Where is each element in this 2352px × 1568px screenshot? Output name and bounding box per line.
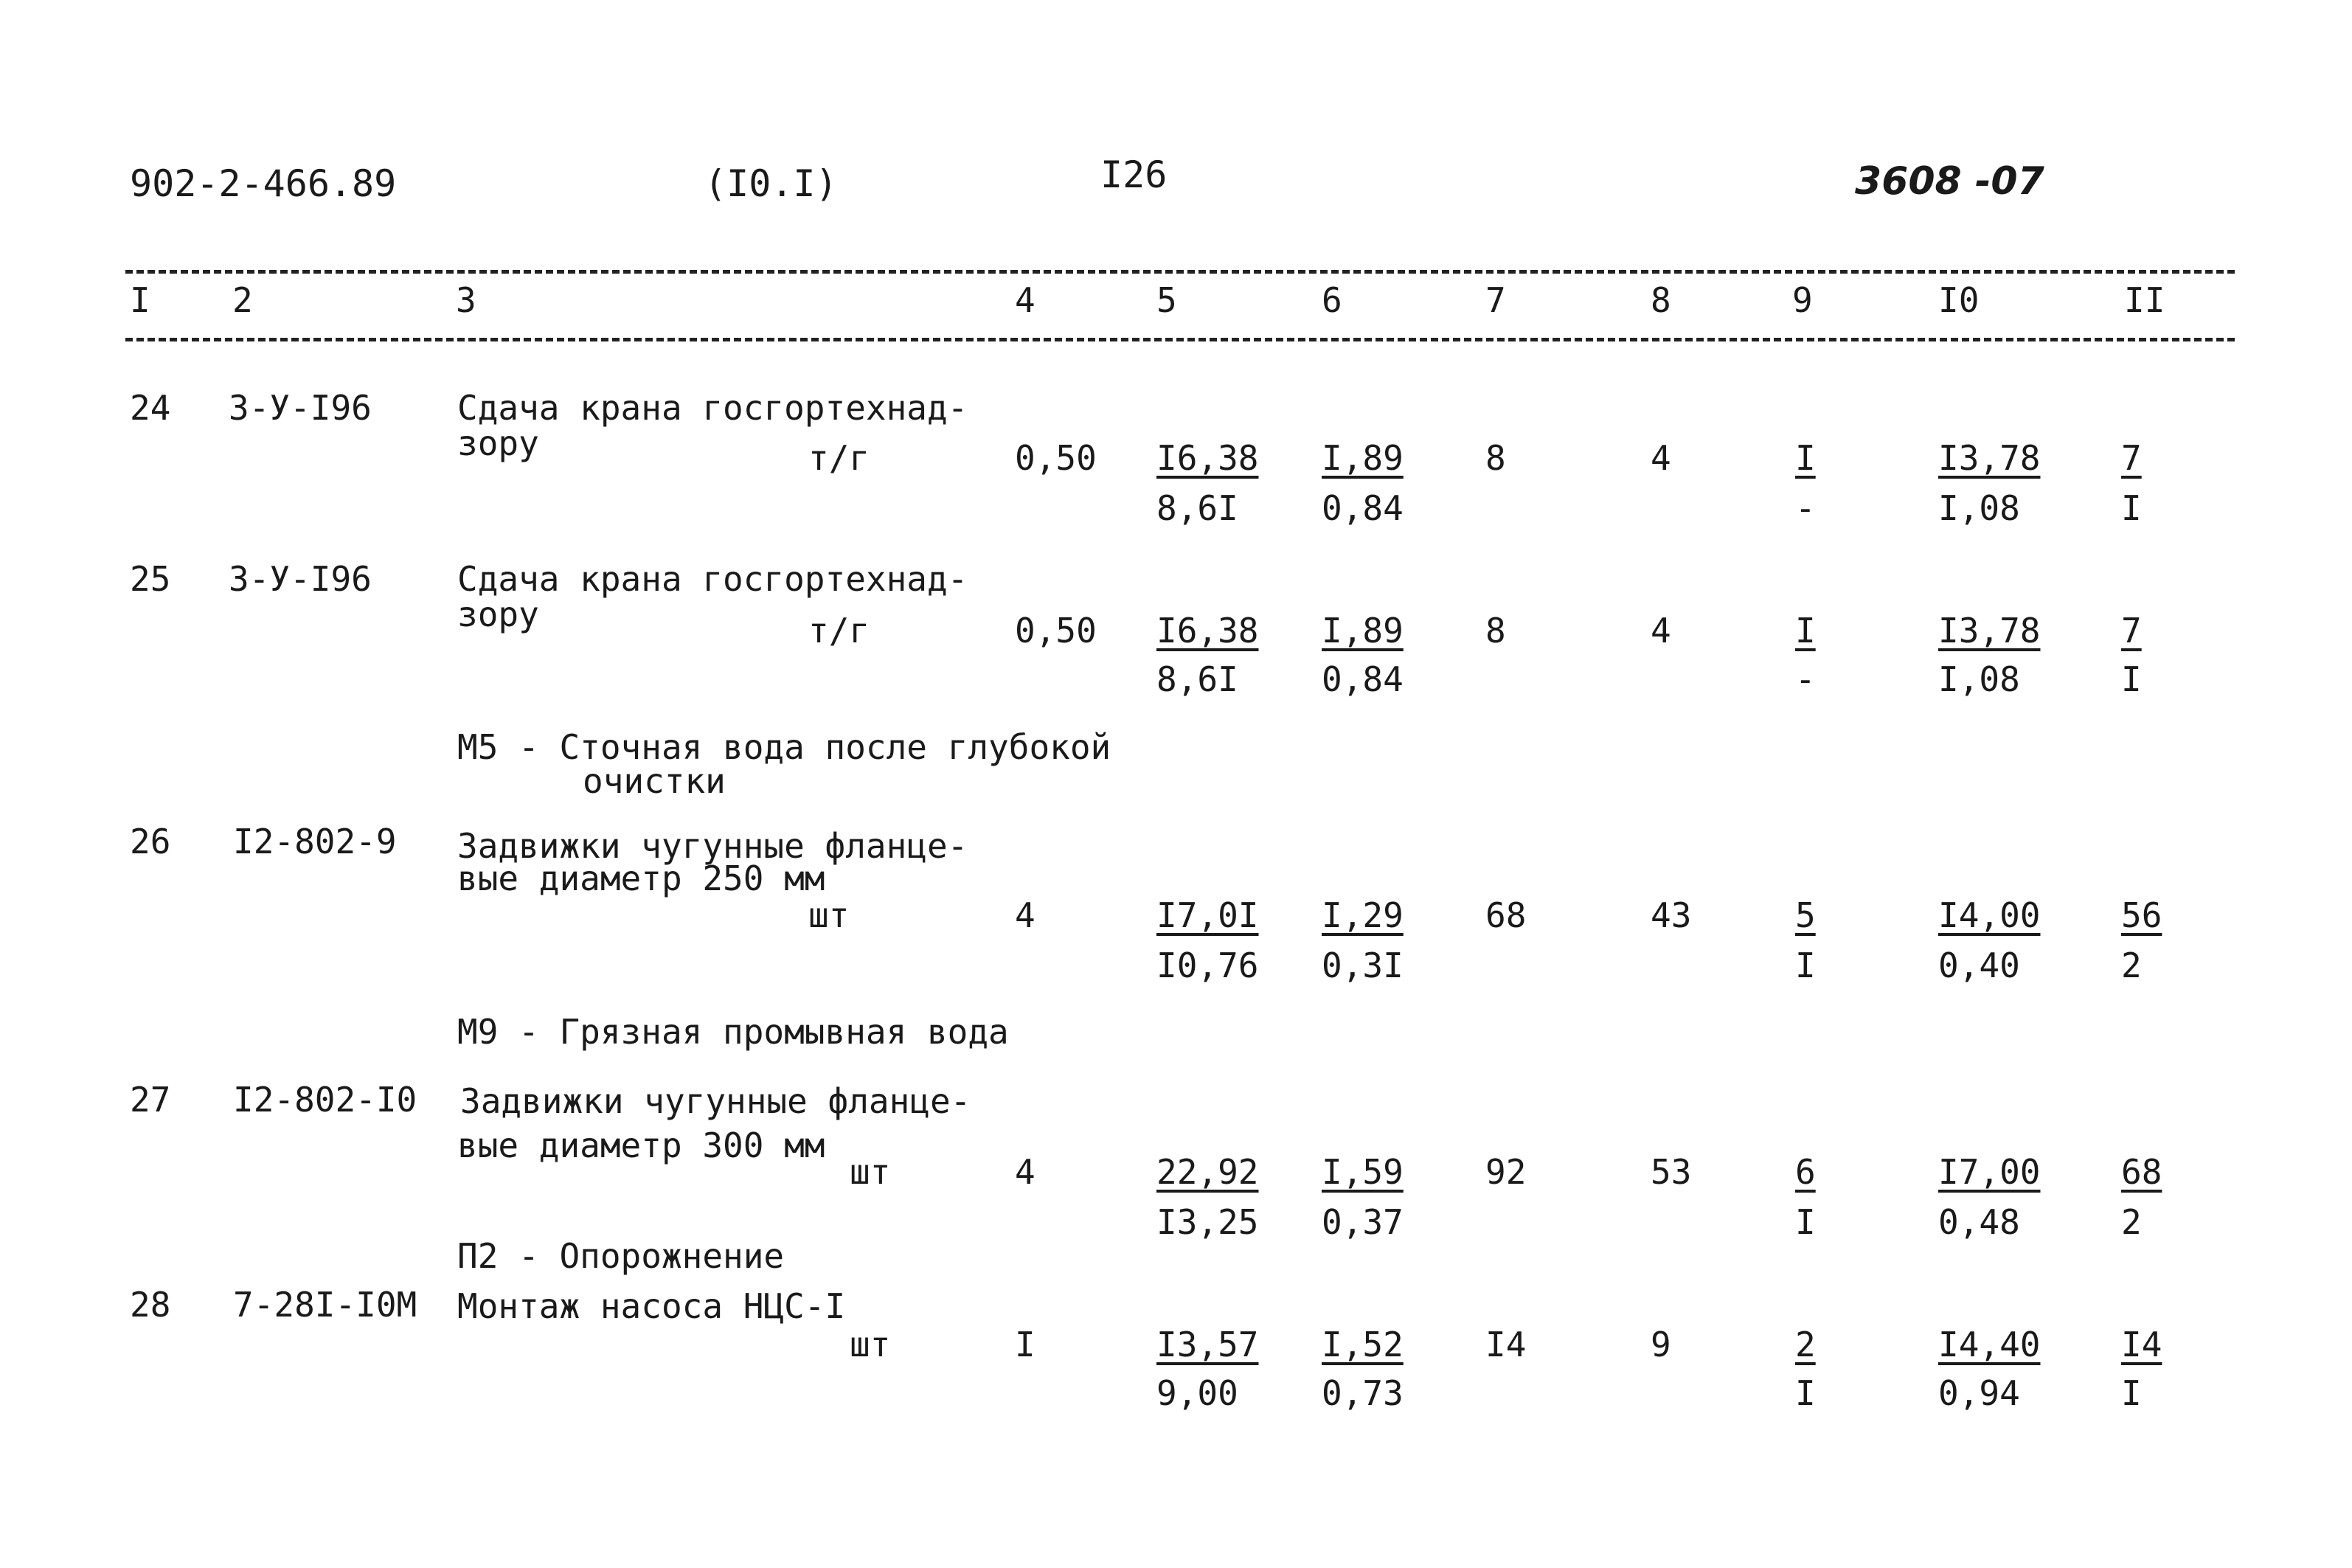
col10-denominator: I,08 xyxy=(1938,659,2020,699)
col5-numerator: I7,0I xyxy=(1156,895,1259,935)
row-number: 26 xyxy=(130,822,171,861)
price-code: 3-У-I96 xyxy=(229,559,372,599)
col6-numerator: I,89 xyxy=(1322,611,1404,651)
quantity: 0,50 xyxy=(1015,438,1097,478)
col-header-2: 2 xyxy=(232,280,253,320)
header-rule-top xyxy=(125,270,2235,274)
col6-numerator: I,89 xyxy=(1322,438,1404,478)
work-description-line-1: Задвижки чугунные фланце- xyxy=(457,826,968,866)
unit: т/г xyxy=(808,438,870,478)
col10-denominator: I,08 xyxy=(1938,488,2020,528)
col-header-3: 3 xyxy=(456,280,476,320)
col6-denominator: 0,73 xyxy=(1322,1373,1404,1413)
col11-numerator: 68 xyxy=(2121,1152,2162,1192)
section-number: (I0.I) xyxy=(704,162,838,205)
row-number: 28 xyxy=(130,1285,171,1325)
col9-numerator: 6 xyxy=(1795,1152,1816,1192)
col8-value: 4 xyxy=(1651,438,1671,478)
col6-numerator: I,29 xyxy=(1322,895,1404,935)
unit: т/г xyxy=(808,611,870,651)
col9-numerator: 5 xyxy=(1795,895,1816,935)
col6-denominator: 0,84 xyxy=(1322,659,1404,699)
col5-numerator: 22,92 xyxy=(1156,1152,1259,1192)
col8-value: 43 xyxy=(1651,895,1692,935)
section-heading-m5: М5 - Сточная вода после глубокой xyxy=(457,727,1111,767)
row-number: 27 xyxy=(130,1080,171,1120)
col11-denominator: I xyxy=(2121,1373,2142,1413)
col-header-10: I0 xyxy=(1938,280,1980,320)
unit: шт xyxy=(850,1325,891,1364)
col11-numerator: 56 xyxy=(2121,895,2162,935)
col5-denominator: I0,76 xyxy=(1156,946,1259,985)
col9-numerator: I xyxy=(1795,438,1816,478)
col9-denominator: - xyxy=(1795,659,1816,699)
col7-value: 8 xyxy=(1485,611,1506,651)
section-heading-m9: М9 - Грязная промывная вода xyxy=(457,1012,1009,1052)
unit: шт xyxy=(850,1152,891,1192)
col-header-5: 5 xyxy=(1156,280,1177,320)
col6-numerator: I,59 xyxy=(1322,1152,1404,1192)
col-header-7: 7 xyxy=(1485,280,1506,320)
handwritten-stamp: 3608 -07 xyxy=(1855,159,2044,204)
col7-value: I4 xyxy=(1485,1325,1527,1364)
col-header-9: 9 xyxy=(1792,280,1813,320)
quantity: 4 xyxy=(1015,1152,1035,1192)
row-number: 25 xyxy=(130,559,171,599)
col5-denominator: I3,25 xyxy=(1156,1202,1259,1242)
col8-value: 53 xyxy=(1651,1152,1692,1192)
col10-denominator: 0,40 xyxy=(1938,946,2020,985)
work-description-line-2: вые диаметр 250 мм xyxy=(457,858,825,898)
col9-denominator: - xyxy=(1795,488,1816,528)
col10-numerator: I3,78 xyxy=(1938,438,2041,478)
col8-value: 9 xyxy=(1651,1325,1671,1364)
price-code: I2-802-I0 xyxy=(233,1080,417,1120)
work-description-line-1: Сдача крана госгортехнад- xyxy=(457,559,968,599)
col5-numerator: I6,38 xyxy=(1156,438,1259,478)
col-header-1: I xyxy=(130,280,150,320)
col5-denominator: 8,6I xyxy=(1156,659,1238,699)
col5-denominator: 8,6I xyxy=(1156,488,1238,528)
work-description-line-2: зору xyxy=(457,594,539,634)
col11-numerator: I4 xyxy=(2121,1325,2162,1364)
work-description-line-1: Задвижки чугунные фланце- xyxy=(460,1081,971,1121)
col10-numerator: I3,78 xyxy=(1938,611,2041,651)
quantity: I xyxy=(1015,1325,1035,1364)
row-number: 24 xyxy=(130,388,171,428)
col-header-11: II xyxy=(2124,280,2165,320)
work-description-line-2: зору xyxy=(457,423,539,463)
col11-denominator: 2 xyxy=(2121,946,2142,985)
col5-numerator: I3,57 xyxy=(1156,1325,1259,1364)
quantity: 4 xyxy=(1015,895,1035,935)
work-description-line-1: Монтаж насоса НЦС-I xyxy=(457,1286,846,1326)
col11-numerator: 7 xyxy=(2121,438,2142,478)
page-number: I26 xyxy=(1100,153,1168,196)
col9-denominator: I xyxy=(1795,1202,1816,1242)
col9-numerator: 2 xyxy=(1795,1325,1816,1364)
unit: шт xyxy=(808,895,850,935)
col-header-4: 4 xyxy=(1015,280,1035,320)
work-description-line-1: Сдача крана госгортехнад- xyxy=(457,388,968,428)
col6-numerator: I,52 xyxy=(1322,1325,1404,1364)
section-heading-m5-line-2: очистки xyxy=(583,761,726,801)
price-code: 7-28I-I0М xyxy=(233,1285,417,1325)
col8-value: 4 xyxy=(1651,611,1671,651)
col7-value: 8 xyxy=(1485,438,1506,478)
col11-denominator: I xyxy=(2121,659,2142,699)
section-heading-p2: П2 - Опорожнение xyxy=(457,1236,785,1276)
col10-denominator: 0,94 xyxy=(1938,1373,2020,1413)
col5-denominator: 9,00 xyxy=(1156,1373,1238,1413)
col9-denominator: I xyxy=(1795,946,1816,985)
document-code: 902-2-466.89 xyxy=(130,162,397,205)
col10-denominator: 0,48 xyxy=(1938,1202,2020,1242)
col-header-6: 6 xyxy=(1322,280,1342,320)
col-header-8: 8 xyxy=(1651,280,1671,320)
col7-value: 92 xyxy=(1485,1152,1527,1192)
col9-denominator: I xyxy=(1795,1373,1816,1413)
col9-numerator: I xyxy=(1795,611,1816,651)
col6-denominator: 0,84 xyxy=(1322,488,1404,528)
header-rule-bottom xyxy=(125,338,2235,341)
col11-denominator: I xyxy=(2121,488,2142,528)
quantity: 0,50 xyxy=(1015,611,1097,651)
col6-denominator: 0,37 xyxy=(1322,1202,1404,1242)
col10-numerator: I4,00 xyxy=(1938,895,2041,935)
col10-numerator: I4,40 xyxy=(1938,1325,2041,1364)
price-code: I2-802-9 xyxy=(233,822,397,861)
col11-numerator: 7 xyxy=(2121,611,2142,651)
work-description-line-2: вые диаметр 300 мм xyxy=(457,1125,825,1165)
col10-numerator: I7,00 xyxy=(1938,1152,2041,1192)
col6-denominator: 0,3I xyxy=(1322,946,1404,985)
col5-numerator: I6,38 xyxy=(1156,611,1259,651)
col7-value: 68 xyxy=(1485,895,1527,935)
price-code: 3-У-I96 xyxy=(229,388,372,428)
col11-denominator: 2 xyxy=(2121,1202,2142,1242)
